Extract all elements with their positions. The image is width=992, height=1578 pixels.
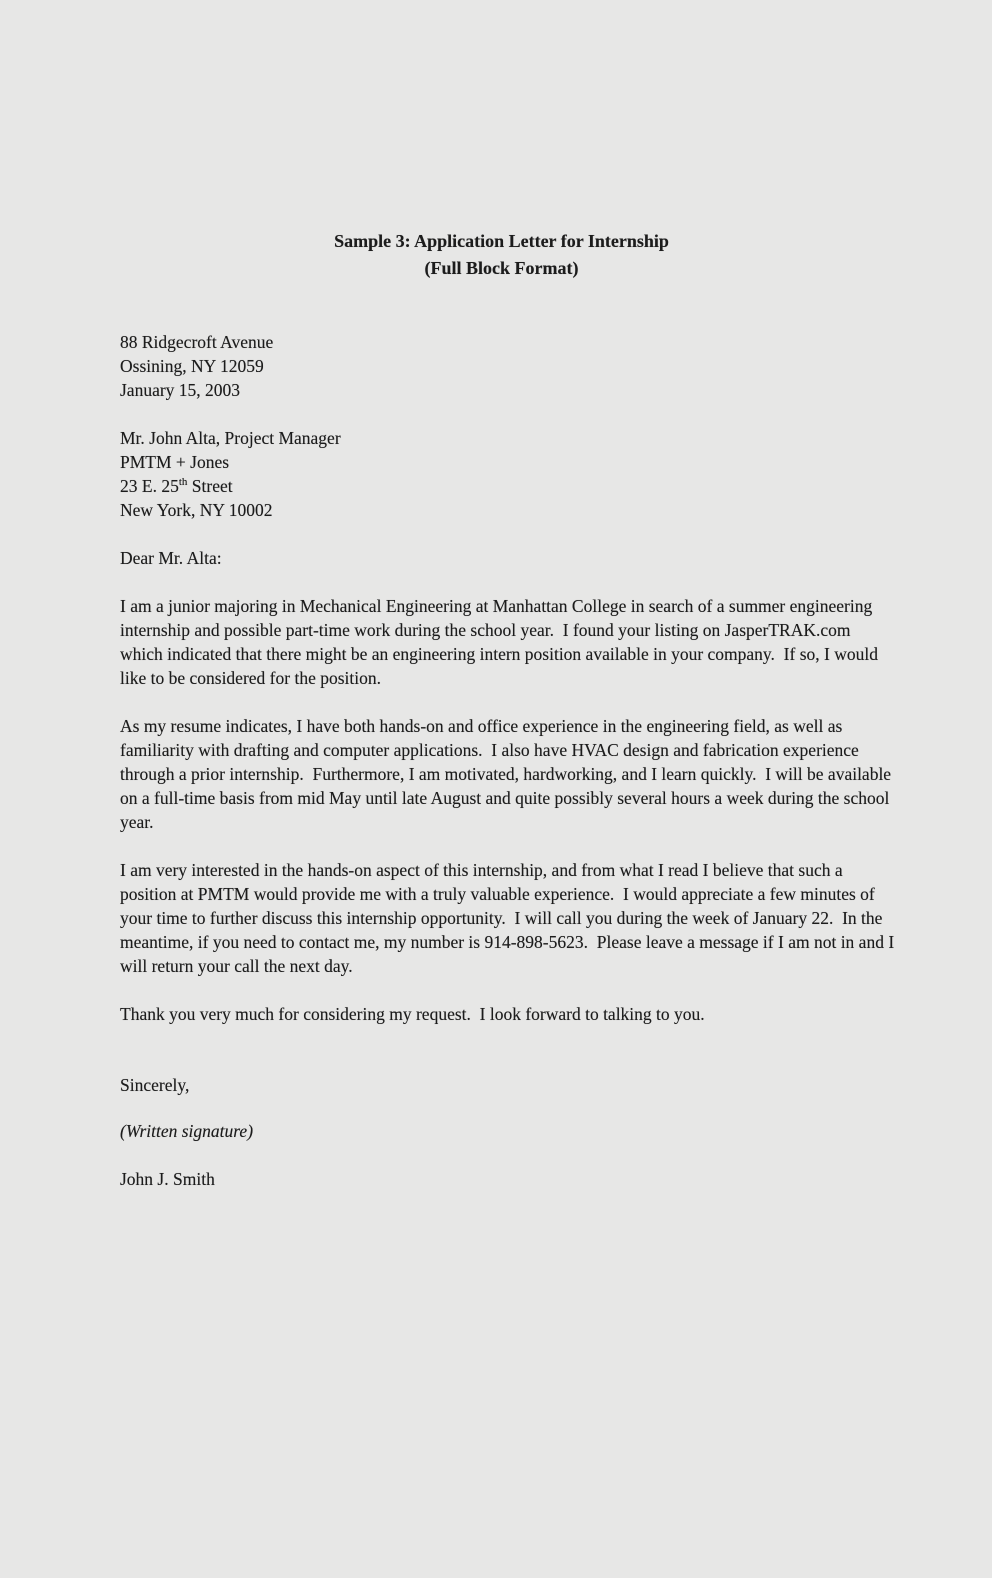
title-line-2: (Full Block Format) [424, 258, 579, 278]
recipient-street [120, 474, 897, 498]
body-paragraph-4: Thank you very much for considering my request. I look forward to talking to you. [120, 1004, 705, 1024]
body-paragraph-1: I am a junior majoring in Mechanical Engineering at Manhattan College in search of a summer engineering internship and possible part-time work during the school year. I found your listing on JasperTRAK.com which indicated that there might be an engineering intern position available in your company. If so, I would like to be considered for the position. [120, 596, 883, 688]
recipient-street-number: 23 E. 25 [120, 476, 179, 496]
sender-address-line-2: Ossining, NY 12059 [120, 356, 264, 376]
letter-title [106, 228, 897, 282]
recipient-company: PMTM + Jones [120, 452, 230, 472]
salutation: Dear Mr. Alta: [120, 548, 222, 568]
recipient-name: Mr. John Alta, Project Manager [120, 428, 341, 448]
body-paragraph-2: As my resume indicates, I have both hands-on and office experience in the engineering field, as well as familiarity with drafting and computer applications. I also have HVAC design and fabrication experience through a prior internship. Furthermore, I am motivated, hardworking, and I learn quickly. I will be available on a full-time basis from mid May until late August and quite possibly several hours a week during the school year. [120, 716, 896, 832]
title-line-1: Sample 3: Application Letter for Internship [334, 231, 669, 251]
valediction: Sincerely, [120, 1075, 190, 1095]
recipient-city-state-zip: New York, NY 10002 [120, 500, 273, 520]
street-ordinal-superscript: th [178, 476, 188, 489]
letter-date: January 15, 2003 [120, 380, 241, 400]
sender-address-block [120, 330, 897, 402]
body-paragraph-3: I am very interested in the hands-on aspect of this internship, and from what I read I believe that such a position at PMTM would provide me with a truly valuable experience. I would appreciate a few minutes of your time to further discuss this internship opportunity. I will call you during the week of January 22. In the meantime, if you need to contact me, my number is 914-898-5623. Please leave a message if I am not in and I will return your call the next day. [120, 860, 899, 976]
signature-note: (Written signature) [120, 1121, 254, 1141]
recipient-street-name: Street [187, 476, 233, 496]
recipient-address-block [120, 426, 897, 522]
sender-address-line-1: 88 Ridgecroft Avenue [120, 332, 274, 352]
signature-name: John J. Smith [120, 1169, 215, 1189]
